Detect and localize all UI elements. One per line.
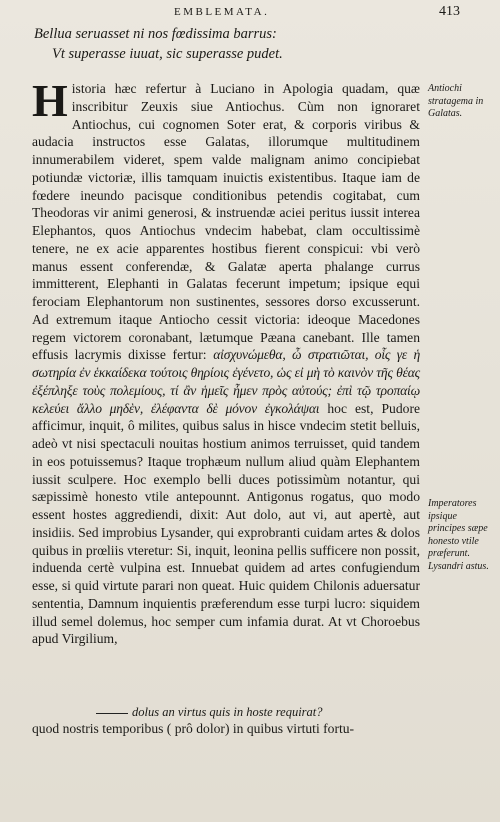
drop-cap: H [32, 75, 68, 126]
paragraph-part-1: istoria hæc refertur à Luciano in Apologia quadam, quæ inscribitur Zeuxis siue Antiochus. Cùm non ignoraret Antiochus, cui cognomen Soter erat, & corporis viribus & audacia instructos esse Galatas, illorumque multitudinem innumerabilem videret, spem valde malignam animo concipiebat potiundæ victoriæ, illis tamquam inuictis existentibus. Itaque iam de fœdere ineundo pacisque conditionibus petendis cogitabat, cum Theodoras vir animi generosi, & instruendæ aciei peritus iussit interea Elephantos, quos Antiochus vndecim habebat, clam occultissimè tenere, ne ex acie apparentes hostibus fierent conspicui: vbi verò manus essent conferendæ, & Galatæ aperta phalange currus immitterent, Elephanti in Galatas fecerunt impetum; ipsique equi ferociam Elephantorum non sustinentes, sessores dorso excusserunt. Ad extremum itaque Antiocho cessit victoria: ideoque Macedones regem victorem coronabant, lætumque Pæana canebant. Ille tamen effusis lacrymis dixisse fertur: [32, 81, 420, 363]
quote-dash [96, 713, 128, 714]
margin-note-1: Antiochi stratagema in Galatas. [428, 83, 484, 119]
body-text [32, 75, 421, 648]
greek-quotation: αἰσχυνώμεθα, ὦ στρατιῶται, οἷς γε ἡ σωτηρία ἐν ἑκκαίδεκα τούτοις θηρίοις ἐγένετο, ὡς εἰ μὴ τὸ καινὸν τῆς θέας ἐξέπληξε τοὺς πολεμίους, τί ἂν ἡμεῖς ἦμεν πρὸς αὐτούς; ἐπὶ τῷ τροπαίῳ κελεύει ἄλλο μηδὲν, ἐλέφαντα δὲ μόνον ἐγκολάψαι [32, 347, 421, 416]
running-head: EMBLEMATA. [174, 6, 270, 18]
page-number: 413 [439, 4, 460, 19]
verse-line-1: Bellua seruasset ni nos fœdissima barrus: [34, 26, 277, 42]
margin-note-2: Imperatores ipsique principes sæpe honesto vtile præferunt. Lysandri astus. [428, 498, 489, 572]
paragraph-part-2: hoc est, Pudore afficimur, inquit, ô milites, quibus salus in hisce vndecim stetit belluis, adeò vt nisi spectaculi nouitas hostium animos terruisset, quid tandem in eos potuissemus? Itaque trophæum nullum aliud quàm Elephantem iussit sculpere. Hoc exemplo belli duces potissimùm notantur, qui sæpissimè honesto vtile antepounnt. Antigonus rogatus, quo modo essent hostes aggrediendi, dixit: Aut dolo, aut vi, aut apertè, aut insidiis. Sed improbius Lysander, qui exprobranti cuidam artes & dolos quibus in prœliis vteretur: Si, inquit, leonina pellis sufficere non possit, induenda certè vulpina est. Innuebat quidem ad artes confugiendum esse, si quid virtute parari non queat. Huic quidem Chilonis aduersatur sententia, Damnum inquientis præferendum esse turpi lucro: siquidem illud semel dolemus, hoc semper cum infamia durat. At vt Choroebus apud Virgilium, [32, 400, 420, 647]
virgil-quote [96, 705, 323, 720]
quote-text: dolus an virtus quis in hoste requirat? [132, 705, 323, 719]
verse-line-2: Vt superasse iuuat, sic superasse pudet. [52, 46, 283, 62]
last-line: quod nostris temporibus ( prô dolor) in quibus virtuti fortu- [32, 721, 355, 736]
